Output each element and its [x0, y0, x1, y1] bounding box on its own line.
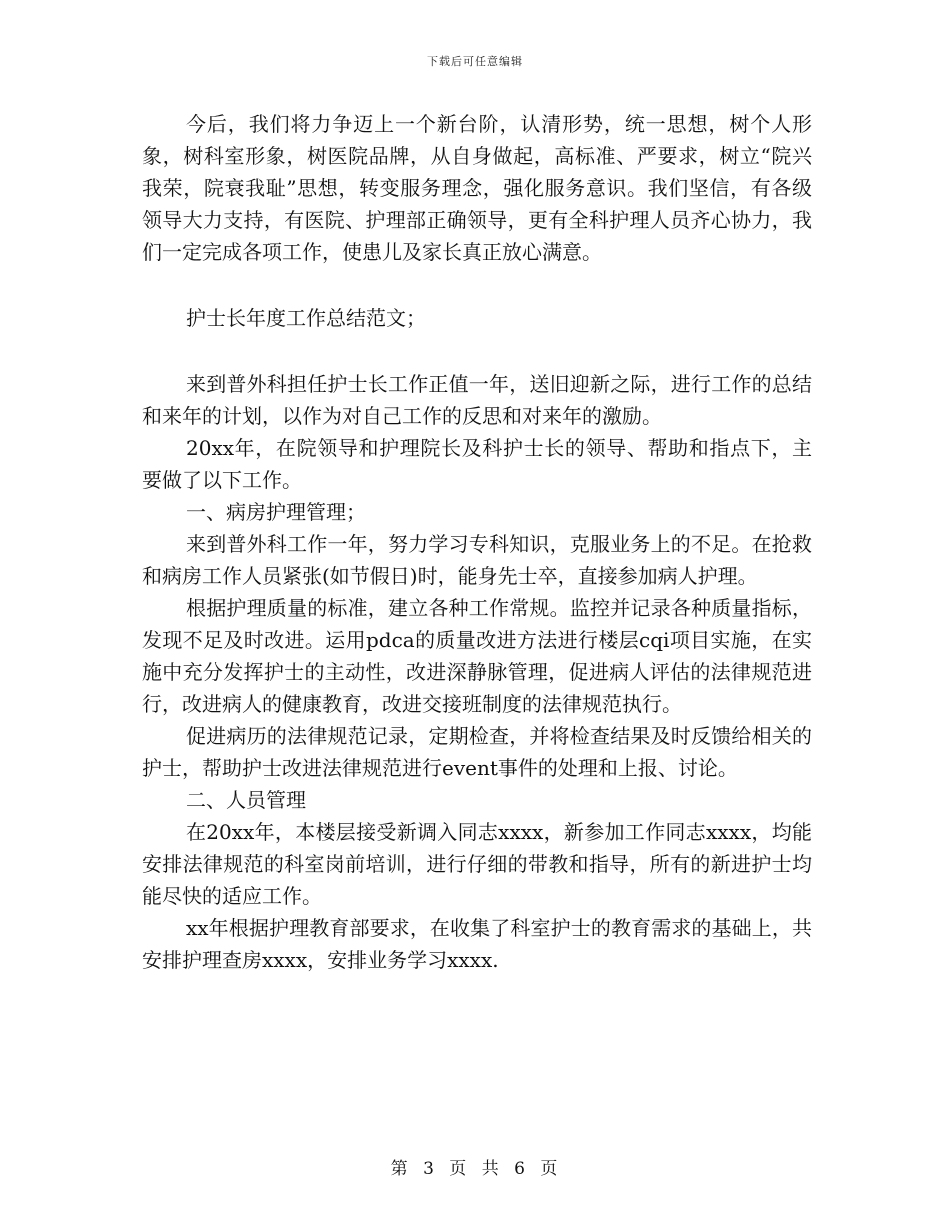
paragraph-quality-standards: 根据护理质量的标准，建立各种工作常规。监控并记录各种质量指标，发现不足及时改进。运用pdca的质量改进方法进行楼层cqi项目实施，在实施中充分发挥护士的主动性，改进深静脉管理，促进病人评估的法律规范进行，改进病人的健康教育，改进交接班制度的法律规范执行。 [142, 596, 812, 716]
heading-staff-management: 二、人员管理 [186, 788, 306, 812]
paragraph-education: xx年根据护理教育部要求，在收集了科室护士的教育需求的基础上，共安排护理查房xxxx，安排业务学习xxxx. [142, 916, 812, 972]
paragraph-closing: 今后，我们将力争迈上一个新台阶，认清形势，统一思想，树个人形象，树科室形象，树医院品牌，从自身做起，高标准、严要求，树立“院兴我荣，院衰我耻”思想，转变服务理念，强化服务意识。我们坚信，有各级领导大力支持，有医院、护理部正确领导，更有全科护理人员齐心协力，我们一定完成各项工作，使患儿及家长真正放心满意。 [142, 112, 812, 264]
heading-ward-management: 一、病房护理管理； [186, 500, 366, 524]
page-header: 下载后可任意编辑 [427, 55, 523, 68]
paragraph-year-summary: 20xx年，在院领导和护理院长及科护士长的领导、帮助和指点下，主要做了以下工作。 [142, 436, 812, 492]
document-body [142, 108, 812, 976]
paragraph-intro: 来到普外科担任护士长工作正值一年，送旧迎新之际，进行工作的总结和来年的计划，以作为对自己工作的反思和对来年的激励。 [142, 372, 812, 428]
page-number: 第 3 页 共 6 页 [390, 1159, 560, 1179]
paragraph-gap [142, 334, 812, 368]
paragraph-ward-work: 来到普外科工作一年，努力学习专科知识，克服业务上的不足。在抢救和病房工作人员紧张(如节假日)时，能身先士卒，直接参加病人护理。 [142, 532, 812, 588]
section-title: 护士长年度工作总结范文； [186, 306, 426, 330]
paragraph-records: 促进病历的法律规范记录，定期检查，并将检查结果及时反馈给相关的护士，帮助护士改进法律规范进行event事件的处理和上报、讨论。 [142, 724, 812, 780]
paragraph-new-staff: 在20xx年，本楼层接受新调入同志xxxx，新参加工作同志xxxx，均能安排法律规范的科室岗前培训，进行仔细的带教和指导，所有的新进护士均能尽快的适应工作。 [142, 820, 812, 908]
paragraph-gap [142, 268, 812, 302]
